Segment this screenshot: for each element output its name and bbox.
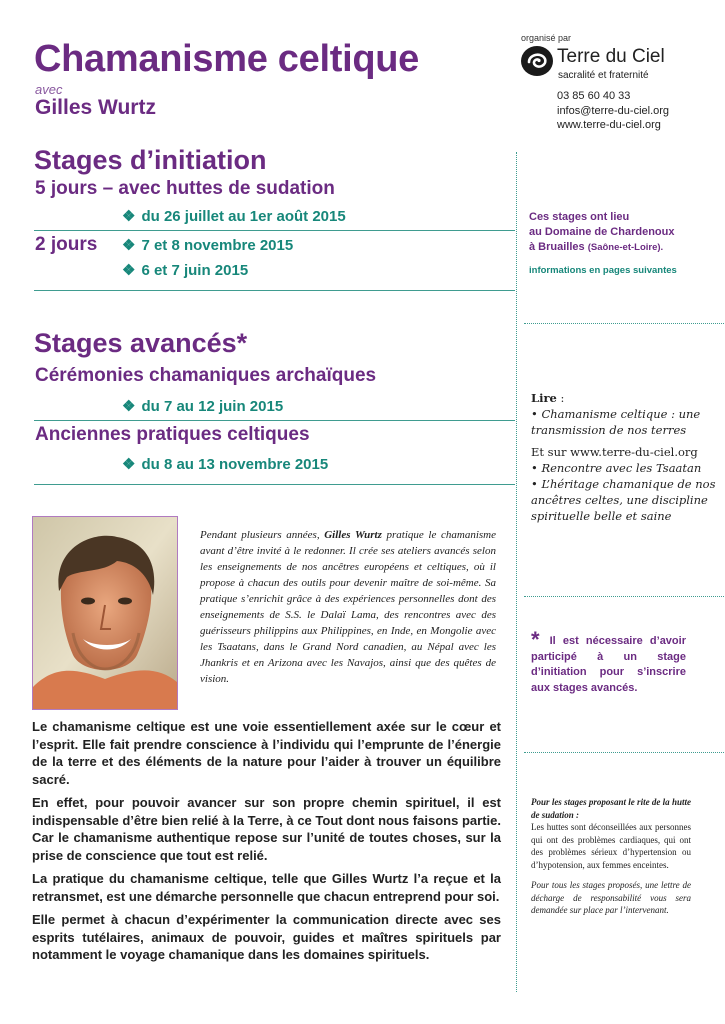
paragraph-author: Gilles Wurtz xyxy=(331,871,409,886)
bio-text: pratique le chamanisme avant d’être invité à le redonner. Il crée ses ateliers avancés selon les enseignements de nos ancêtres européens et celtiques, où il propose à chacun des outils pour devenir maître de soi-même. Sa pratique s’enrichit grâce à des expériences personnelles dont des enseignements de S.S. le Dalaï Lama, des rencontres avec des guérisseurs philippins aux Philippines, en Inde, en Mongolie avec les Tsaatans, dans le Grand Nord canadien, au Népal avec les Jhankris et en Arizona avec les Navajos, ainsi que des quêtes de vision. xyxy=(200,529,496,685)
reading-block xyxy=(531,390,716,524)
warning-heading: Pour les stages proposant le rite de la hutte de sudation : xyxy=(531,797,691,820)
book-title: • Chamanisme celtique : une transmission de nos terres xyxy=(531,407,701,437)
date-text: 6 et 7 juin 2015 xyxy=(141,262,249,279)
portrait-photo xyxy=(32,516,178,710)
more-info-note: informations en pages suivantes xyxy=(529,265,677,276)
five-days-date xyxy=(122,207,346,225)
date-text: 7 et 8 novembre 2015 xyxy=(141,237,294,254)
organizer-label: organisé par xyxy=(521,33,572,43)
sidebar-divider xyxy=(524,596,724,597)
spiral-logo-icon xyxy=(520,44,554,78)
portrait-illustration xyxy=(33,517,177,709)
date-text: du 7 au 12 juin 2015 xyxy=(141,398,284,415)
diamond-bullet-icon: ❖ xyxy=(122,237,136,254)
author-bio xyxy=(200,527,496,687)
diamond-bullet-icon: ❖ xyxy=(122,398,136,415)
ceremonies-heading: Cérémonies chamaniques archaïques xyxy=(35,365,377,386)
diamond-bullet-icon: ❖ xyxy=(122,208,136,225)
organizer-tagline: sacralité et fraternité xyxy=(558,70,649,81)
bio-intro: Pendant plusieurs années, xyxy=(200,529,325,541)
website-mention: Et sur www.terre-du-ciel.org xyxy=(531,445,698,459)
article-item[interactable]: • L’héritage chamanique de nos ancêtres celtes, une discipline spirituelle belle et saine xyxy=(531,477,716,523)
contact-email[interactable]: infos@terre-du-ciel.org xyxy=(557,104,670,117)
author-name: Gilles Wurtz xyxy=(35,96,156,119)
stage-region: (Saône-et-Loire). xyxy=(587,242,664,253)
divider xyxy=(34,230,515,231)
date-text: du 8 au 13 novembre 2015 xyxy=(141,456,329,473)
lire-sep: : xyxy=(556,391,565,405)
two-days-date-2 xyxy=(122,261,248,279)
five-days-heading: 5 jours – avec huttes de sudation xyxy=(35,178,335,199)
contact-phone: 03 85 60 40 33 xyxy=(557,90,631,102)
bio-author-name: Gilles Wurtz xyxy=(324,529,382,541)
paragraph: Elle permet à chacun d’expérimenter la communication directe avec ses esprits tutélaires, animaux de pouvoir, guides et maîtres spirituels par notamment le voyage chamanique dans les domaines spirituels. xyxy=(32,912,501,962)
two-days-date-1 xyxy=(122,236,293,254)
divider xyxy=(34,290,515,291)
asterisk-icon: * xyxy=(531,627,540,652)
diamond-bullet-icon: ❖ xyxy=(122,262,136,279)
ceremonies-date xyxy=(122,397,283,415)
contact-block xyxy=(557,89,669,133)
stage-location-line: à Bruailles xyxy=(529,241,585,253)
sidebar-divider xyxy=(524,323,724,324)
divider xyxy=(34,420,515,421)
page-title: Chamanisme celtique xyxy=(34,38,419,80)
main-description xyxy=(32,718,501,970)
practices-heading: Anciennes pratiques celtiques xyxy=(35,424,310,445)
contact-website[interactable]: www.terre-du-ciel.org xyxy=(557,119,661,131)
liability-note: Pour tous les stages proposés, une lettre de décharge de responsabilité vous sera demandée sur place par l’intervenant. xyxy=(531,880,691,915)
divider xyxy=(34,484,515,485)
paragraph: Le chamanisme celtique est une voie essentiellement axée sur le cœur et l’esprit. Elle fait prendre conscience à l’individu qui l’emprunte de l’énergie de la terre et des éléments de la nature pour l’aider à trouver un équilibre sacré. xyxy=(32,719,501,787)
advanced-prerequisite-notice xyxy=(531,627,686,696)
sweat-lodge-warning xyxy=(531,796,691,917)
avec-label: avec xyxy=(35,82,63,97)
diamond-bullet-icon: ❖ xyxy=(122,456,136,473)
stage-location-line: au Domaine de Chardenoux xyxy=(529,226,675,238)
date-text: du 26 juillet au 1er août 2015 xyxy=(141,208,346,225)
stage-location-line: Ces stages ont lieu xyxy=(529,211,630,223)
initiation-title: Stages d’initiation xyxy=(34,145,267,175)
practices-date xyxy=(122,455,328,473)
stage-location xyxy=(529,210,714,255)
advanced-title: Stages avancés* xyxy=(34,328,248,358)
paragraph-text: La pratique du chamanisme celtique, telle que xyxy=(32,871,332,886)
paragraph xyxy=(32,870,501,905)
organizer-name: Terre du Ciel xyxy=(557,46,665,67)
sidebar-divider xyxy=(524,752,724,753)
article-item[interactable]: • Rencontre avec les Tsaatan xyxy=(531,461,702,475)
sidebar-separator xyxy=(516,152,517,992)
paragraph: En effet, pour pouvoir avancer sur son propre chemin spirituel, il est indispensable d’être bien relié à la Terre, à ce Tout dont nous faisons partie. Car le chamanisme authentique repose sur l’unité de toutes choses, sur la prise de conscience que tout est relié. xyxy=(32,795,501,863)
lire-label: Lire xyxy=(531,391,557,405)
notice-text: Il est nécessaire d’avoir participé à un stage d’initiation pour s’inscrire aux stages avancés. xyxy=(531,635,686,694)
warning-text: Les huttes sont déconseillées aux personnes qui ont des problèmes cardiaques, qui ont des problèmes sérieux d’hypertension ou d’hypotension, aux femmes enceintes. xyxy=(531,822,691,870)
two-days-heading: 2 jours xyxy=(35,234,98,255)
paragraph-text: l’a reçue et la retransmet, est une démarche personnelle que chacun entreprend pour soi. xyxy=(32,871,501,904)
